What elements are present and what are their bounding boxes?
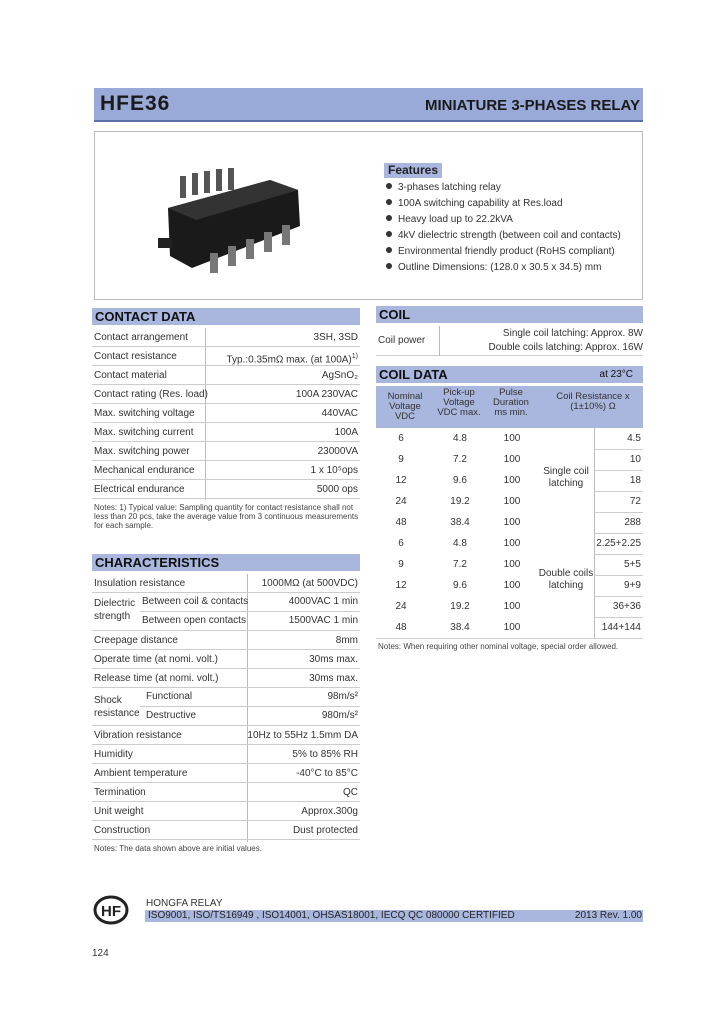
coil-resistance: 288 <box>624 517 641 528</box>
char-row: Humidity 5% to 85% RH <box>92 745 360 764</box>
coil-pulse: 100 <box>503 538 521 549</box>
coil-pulse: 100 <box>503 601 521 612</box>
coil-pulse: 100 <box>503 580 521 591</box>
coil-resistance: 4.5 <box>627 433 641 444</box>
coil-pickup: 9.6 <box>453 580 467 591</box>
coil-pulse: 100 <box>503 433 521 444</box>
characteristics-header: CHARACTERISTICS <box>92 554 360 571</box>
svg-text:HF: HF <box>101 903 121 920</box>
feature-item: 3-phases latching relay <box>386 182 501 193</box>
feature-item: 4kV dielectric strength (between coil and contacts) <box>386 230 621 241</box>
coil-pickup: 9.6 <box>453 475 467 486</box>
coil-pulse: 100 <box>503 454 521 465</box>
char-row: Release time (at nomi. volt.) 30ms max. <box>92 669 360 688</box>
char-row: Creepage distance 8mm <box>92 631 360 650</box>
coil-resistance: 72 <box>629 496 641 507</box>
feature-item: Heavy load up to 22.2kVA <box>386 214 513 225</box>
contact-data-header: CONTACT DATA <box>92 308 360 325</box>
feature-item: Environmental friendly product (RoHS compliant) <box>386 246 615 257</box>
coil-pickup: 7.2 <box>453 454 467 465</box>
coil-nominal: 24 <box>395 496 407 507</box>
contact-row: Contact resistance Typ.:0.35mΩ max. (at 100A)$^{1)}$ <box>92 347 360 366</box>
char-row: Operate time (at nomi. volt.) 30ms max. <box>92 650 360 669</box>
coil-nominal: 48 <box>395 622 407 633</box>
coil-nominal: 9 <box>398 559 404 570</box>
coil-resistance: 36+36 <box>612 601 641 612</box>
page-number: 124 <box>92 948 109 959</box>
coil-nominal: 6 <box>398 538 404 549</box>
coil-resistance: 9+9 <box>624 580 641 591</box>
coil-pulse: 100 <box>503 496 521 507</box>
feature-item: 100A switching capability at Res.load <box>386 198 563 209</box>
coil-nominal: 48 <box>395 517 407 528</box>
char-row: Termination QC <box>92 783 360 802</box>
coil-group-double: Double coils latching <box>538 568 594 591</box>
contact-row: Contact arrangement 3SH, 3SD <box>92 328 360 347</box>
contact-notes: Notes: 1) Typical value: Sampling quantity for contact resistance shall not less than 20 pcs, take the average value from 3 continuous measurements for each sample. <box>94 503 359 530</box>
coil-power-row: Coil power Single coil latching: Approx. 8W Double coils latching: Approx. 16W <box>376 326 643 356</box>
feature-item: Outline Dimensions: (128.0 x 30.5 x 34.5) mm <box>386 262 601 273</box>
coil-data-table <box>376 428 643 638</box>
coil-pickup: 19.2 <box>450 601 470 612</box>
char-row: Construction Dust protected <box>92 821 360 840</box>
char-row-shock: Shock resistance Functional 98m/s² Destructive 980m/s² <box>92 688 360 726</box>
coil-nominal: 12 <box>395 475 407 486</box>
coil-pickup: 38.4 <box>450 622 470 633</box>
characteristics-table <box>92 574 360 840</box>
char-row: Unit weight Approx.300g <box>92 802 360 821</box>
company-name: HONGFA RELAY <box>146 898 223 909</box>
contact-row: Contact material AgSnO₂ <box>92 366 360 385</box>
contact-data-table <box>92 328 360 499</box>
model-title: HFE36 <box>100 92 171 115</box>
contact-row: Max. switching current 100A <box>92 423 360 442</box>
coil-pickup: 38.4 <box>450 517 470 528</box>
char-row: Vibration resistance 10Hz to 55Hz 1.5mm DA <box>92 726 360 745</box>
coil-nominal: 9 <box>398 454 404 465</box>
contact-row: Max. switching power 23000VA <box>92 442 360 461</box>
coil-nominal: 12 <box>395 580 407 591</box>
coil-data-header: COIL DATA at 23°C <box>376 366 643 383</box>
coil-resistance: 10 <box>629 454 641 465</box>
coil-pickup: 4.8 <box>453 433 467 444</box>
characteristics-notes: Notes: The data shown above are initial values. <box>94 844 262 853</box>
coil-resistance: 5+5 <box>624 559 641 570</box>
coil-resistance: 18 <box>629 475 641 486</box>
coil-pickup: 4.8 <box>453 538 467 549</box>
contact-row: Electrical endurance 5000 ops <box>92 480 360 499</box>
contact-row: Max. switching voltage 440VAC <box>92 404 360 423</box>
relay-product-image <box>150 168 310 288</box>
char-row: Ambient temperature -40°C to 85°C <box>92 764 360 783</box>
features-header: Features <box>384 163 442 178</box>
coil-nominal: 24 <box>395 601 407 612</box>
char-row-dielectric: Dielectric strength Between coil & contacts 4000VAC 1 min Between open contacts 1500VAC 1 min <box>92 593 360 631</box>
product-title: MINIATURE 3-PHASES RELAY <box>424 97 640 114</box>
revision: 2013 Rev. 1.00 <box>574 910 642 921</box>
coil-resistance: 2.25+2.25 <box>596 538 641 549</box>
coil-pulse: 100 <box>503 622 521 633</box>
coil-group-single: Single coil latching <box>543 466 589 489</box>
coil-pulse: 100 <box>503 517 521 528</box>
coil-notes: Notes: When requiring other nominal voltage, special order allowed. <box>378 642 619 651</box>
coil-nominal: 6 <box>398 433 404 444</box>
char-row: Insulation resistance 1000MΩ (at 500VDC) <box>92 574 360 593</box>
coil-pickup: 19.2 <box>450 496 470 507</box>
hongfa-logo-icon <box>93 895 129 925</box>
coil-pulse: 100 <box>503 559 521 570</box>
certifications: ISO9001, ISO/TS16949 , ISO14001, OHSAS18001, IECQ QC 080000 CERTIFIED <box>148 910 515 921</box>
coil-pulse: 100 <box>503 475 521 486</box>
contact-row: Contact rating (Res. load) 100A 230VAC <box>92 385 360 404</box>
coil-data-column-headers: Nominal Voltage VDC Pick-up Voltage VDC max. Pulse Duration ms min. Coil Resistance x (1±10%) Ω <box>376 386 643 428</box>
contact-row: Mechanical endurance 1 x 10⁵ops <box>92 461 360 480</box>
coil-resistance: 144+144 <box>601 622 641 633</box>
coil-pickup: 7.2 <box>453 559 467 570</box>
coil-header: COIL <box>376 306 643 323</box>
